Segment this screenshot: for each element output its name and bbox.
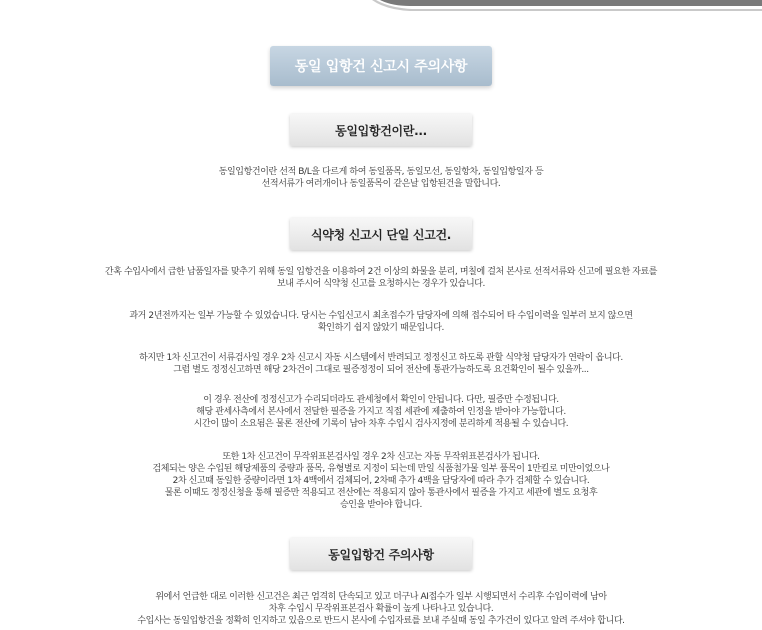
text-line: 수입사는 동일입항건을 정확히 인지하고 있음으로 반드시 본사에 수입자료를 보내 주실때 동일 추가건이 있다고 알려 주셔야 합니다. — [137, 616, 625, 626]
page-title-banner: 동일 입항건 신고시 주의사항 — [270, 46, 492, 86]
text-line: 그럼 별도 정정신고하면 해당 2차건이 그대로 필증정정이 되어 전산에 통관가능하도록 요건확인이 될수 있을까... — [173, 365, 589, 375]
definition-paragraph — [0, 166, 762, 190]
single-report-paragraph-2 — [0, 310, 762, 334]
text-line: 차후 수입시 무작위표본검사 확률이 높게 나타나고 있습니다. — [268, 604, 494, 614]
text-line: 해당 관세사측에서 본사에서 전달한 필증을 가지고 직접 세관에 제출하여 인정을 받아야 가능합니다. — [196, 407, 566, 417]
text-line: 검체되는 양은 수입된 해당제품의 중량과 품목, 유형별로 지정이 되는데 만일 식품첨가물 일부 품목이 1만킬로 미만이었으나 — [152, 464, 610, 474]
text-line: 시간이 많이 소요됨은 물론 전산에 기록이 남아 차후 수입시 검사지정에 분리하게 적용될 수 있습니다. — [193, 419, 569, 429]
text-line: 하지만 1차 신고건이 서류검사일 경우 2차 신고시 자동 시스템에서 반려되고 정정신고 하도록 관할 식약청 담당자가 연락이 옵니다. — [139, 353, 623, 363]
single-report-paragraph-3 — [0, 352, 762, 376]
text-line: 또한 1차 신고건이 무작위표본검사일 경우 2차 신고는 자동 무작위표본검사가 됩니다. — [222, 452, 540, 462]
text-line: 과거 2년전까지는 일부 가능할 수 있었습니다. 당시는 수입신고시 최초접수가 담당자에 의해 접수되어 타 수입이력을 일부러 보지 않으면 — [129, 311, 633, 321]
text-line: 보내 주시어 식약청 신고를 요청하시는 경우가 있습니다. — [277, 279, 485, 289]
text-line: 확인하기 쉽지 않았기 때문입니다. — [318, 323, 444, 333]
header-swoosh-decoration — [0, 0, 762, 18]
caution-paragraph — [0, 591, 762, 627]
text-line: 간혹 수입사에서 급한 납품일자를 맞추기 위해 동일 입항건을 이용하여 2건 이상의 화물을 분리, 며칠에 걸처 본사로 선적서류와 신고에 필요한 자료를 — [104, 267, 658, 277]
text-line: 물론 이때도 정정신청을 통해 필증만 적용되고 전산에는 적용되지 않아 통관사에서 필증을 가지고 세관에 별도 요청후 — [164, 488, 598, 498]
section-heading-definition: 동일입항건이란... — [290, 114, 472, 146]
text-line: 위에서 언급한 대로 이러한 신고건은 최근 엄격히 단속되고 있고 더구나 AI접수가 일부 시행되면서 수리후 수입이력에 남아 — [155, 592, 607, 602]
single-report-paragraph-4 — [0, 394, 762, 430]
single-report-paragraph-5 — [0, 451, 762, 511]
single-report-paragraph-1 — [0, 266, 762, 290]
section-heading-caution: 동일입항건 주의사항 — [290, 538, 472, 570]
section-heading-single-report: 식약청 신고시 단일 신고건. — [290, 218, 472, 250]
text-line: 동일입항건이란 선적 B/L을 다르게 하여 동일품목, 동일모선, 동일항차, 동일입항일자 등 — [218, 167, 544, 177]
text-line: 이 경우 전산에 정정신고가 수리되더라도 관세청에서 확인이 안됩니다. 다만, 필증만 수정됩니다. — [203, 395, 559, 405]
text-line: 2차 신고때 동일한 중량이라면 1차 4백에서 검체되어, 2차때 추가 4백을 담당자에 따라 추가 검체할 수 있습니다. — [172, 476, 590, 486]
text-line: 선적서류가 여러개이나 동일품목이 같은날 입항된건을 말합니다. — [261, 179, 501, 189]
text-line: 승인을 받아야 합니다. — [339, 500, 423, 510]
